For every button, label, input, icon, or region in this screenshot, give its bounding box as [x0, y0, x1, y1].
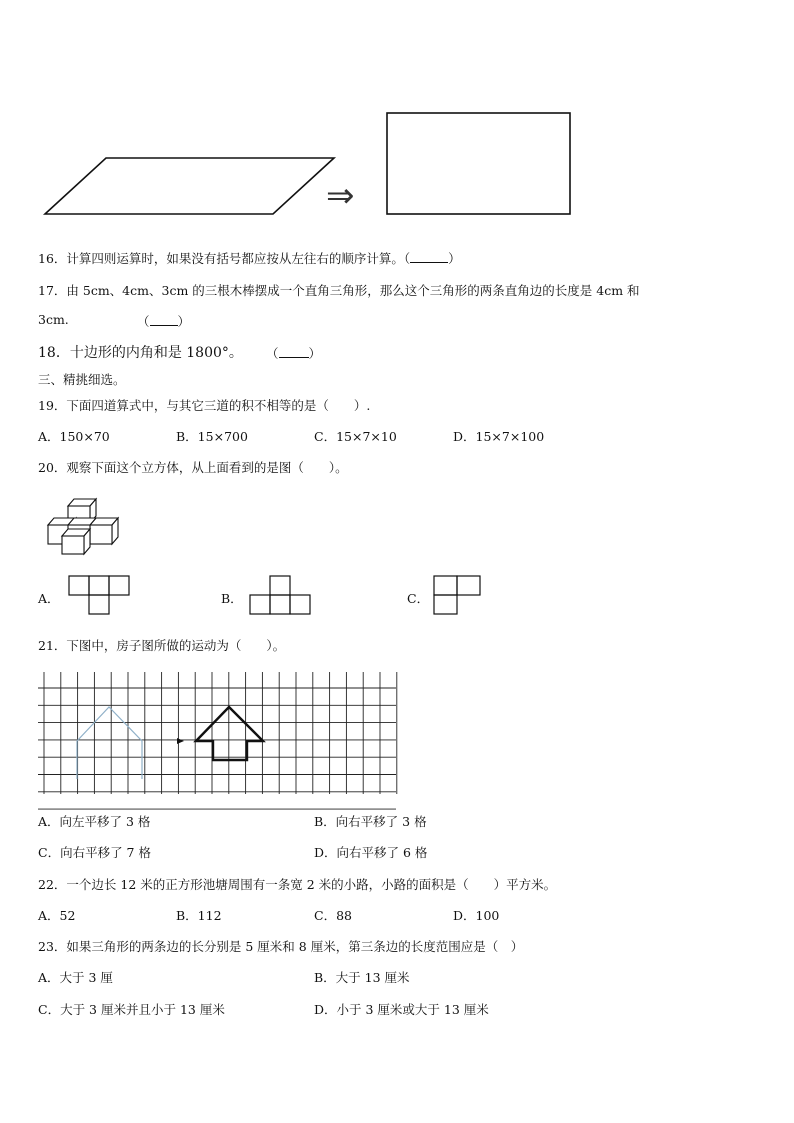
transform-arrow: ⇒: [326, 176, 355, 216]
question-21: 21．下图中，房子图所做的运动为（ ）。: [38, 638, 286, 653]
question-23: 23．如果三角形的两条边的长分别是 5 厘米和 8 厘米，第三条边的长度范围应是（ ）: [38, 939, 524, 954]
question-17-tail: 3cm.: [38, 312, 69, 327]
q19-option-d[interactable]: D．15×7×100: [453, 429, 545, 444]
q19-option-b[interactable]: B．15×700: [176, 429, 248, 444]
question-17-line2: [38, 312, 69, 327]
q19-option-a[interactable]: A．150×70: [38, 429, 110, 444]
rectangle-figure: [384, 111, 574, 217]
q23-option-d[interactable]: D．小于 3 厘米或大于 13 厘米: [314, 1002, 489, 1017]
question-16: [38, 249, 461, 267]
q20-option-b[interactable]: B．: [221, 591, 243, 606]
question-20: 20．观察下面这个立方体，从上面看到的是图（ ）。: [38, 460, 348, 475]
question-18: [38, 342, 243, 362]
q22-option-c[interactable]: C．88: [314, 908, 352, 923]
q20-option-c[interactable]: C．: [407, 591, 430, 606]
answer-blank-18[interactable]: [279, 346, 309, 358]
question-22: 22．一个边长 12 米的正方形池塘周围有一条宽 2 米的小路，小路的面积是（ ）平方米。: [38, 877, 557, 892]
q21-option-b[interactable]: B．向右平移了 3 格: [314, 814, 427, 829]
q19-option-c[interactable]: C．15×7×10: [314, 429, 397, 444]
q23-option-b[interactable]: B．大于 13 厘米: [314, 970, 410, 985]
question-17-answer: （ ）: [137, 314, 191, 329]
q21-option-a[interactable]: A．向左平移了 3 格: [38, 814, 151, 829]
question-19: 19．下面四道算式中，与其它三道的积不相等的是（ ）.: [38, 398, 371, 413]
q20-option-a-figure: [67, 574, 131, 616]
q21-option-c[interactable]: C．向右平移了 7 格: [38, 845, 151, 860]
q21-option-d[interactable]: D．向右平移了 6 格: [314, 845, 428, 860]
q23-option-c[interactable]: C．大于 3 厘米并且小于 13 厘米: [38, 1002, 225, 1017]
cube-stack-figure: [44, 494, 128, 556]
parallelogram-figure: [40, 152, 340, 222]
translation-grid-figure: [38, 672, 400, 798]
q20-option-b-figure: [248, 574, 312, 616]
q20-option-c-figure: [432, 574, 482, 616]
q22-option-b[interactable]: B．112: [176, 908, 222, 923]
q22-option-d[interactable]: D．100: [453, 908, 500, 923]
section-heading: 三、精挑细选。: [38, 372, 126, 387]
answer-blank-16[interactable]: [410, 251, 448, 263]
answer-blank-17[interactable]: [150, 314, 178, 326]
question-18-answer: （ ）: [266, 346, 322, 361]
question-16-text: 16．计算四则运算时，如果没有括号都应按从左往右的顺序计算。（: [38, 251, 411, 266]
question-17-line1: 17．由 5cm、4cm、3cm 的三根木棒摆成一个直角三角形，那么这个三角形的两条直角边的长度是 4cm 和: [38, 283, 640, 298]
q22-option-a[interactable]: A．52: [38, 908, 76, 923]
q23-option-a[interactable]: A．大于 3 厘: [38, 970, 113, 985]
question-18-text: 18．十边形的内角和是 1800°。: [38, 345, 243, 361]
question-16-close: ）: [448, 251, 461, 266]
q20-option-a[interactable]: A．: [38, 591, 60, 606]
